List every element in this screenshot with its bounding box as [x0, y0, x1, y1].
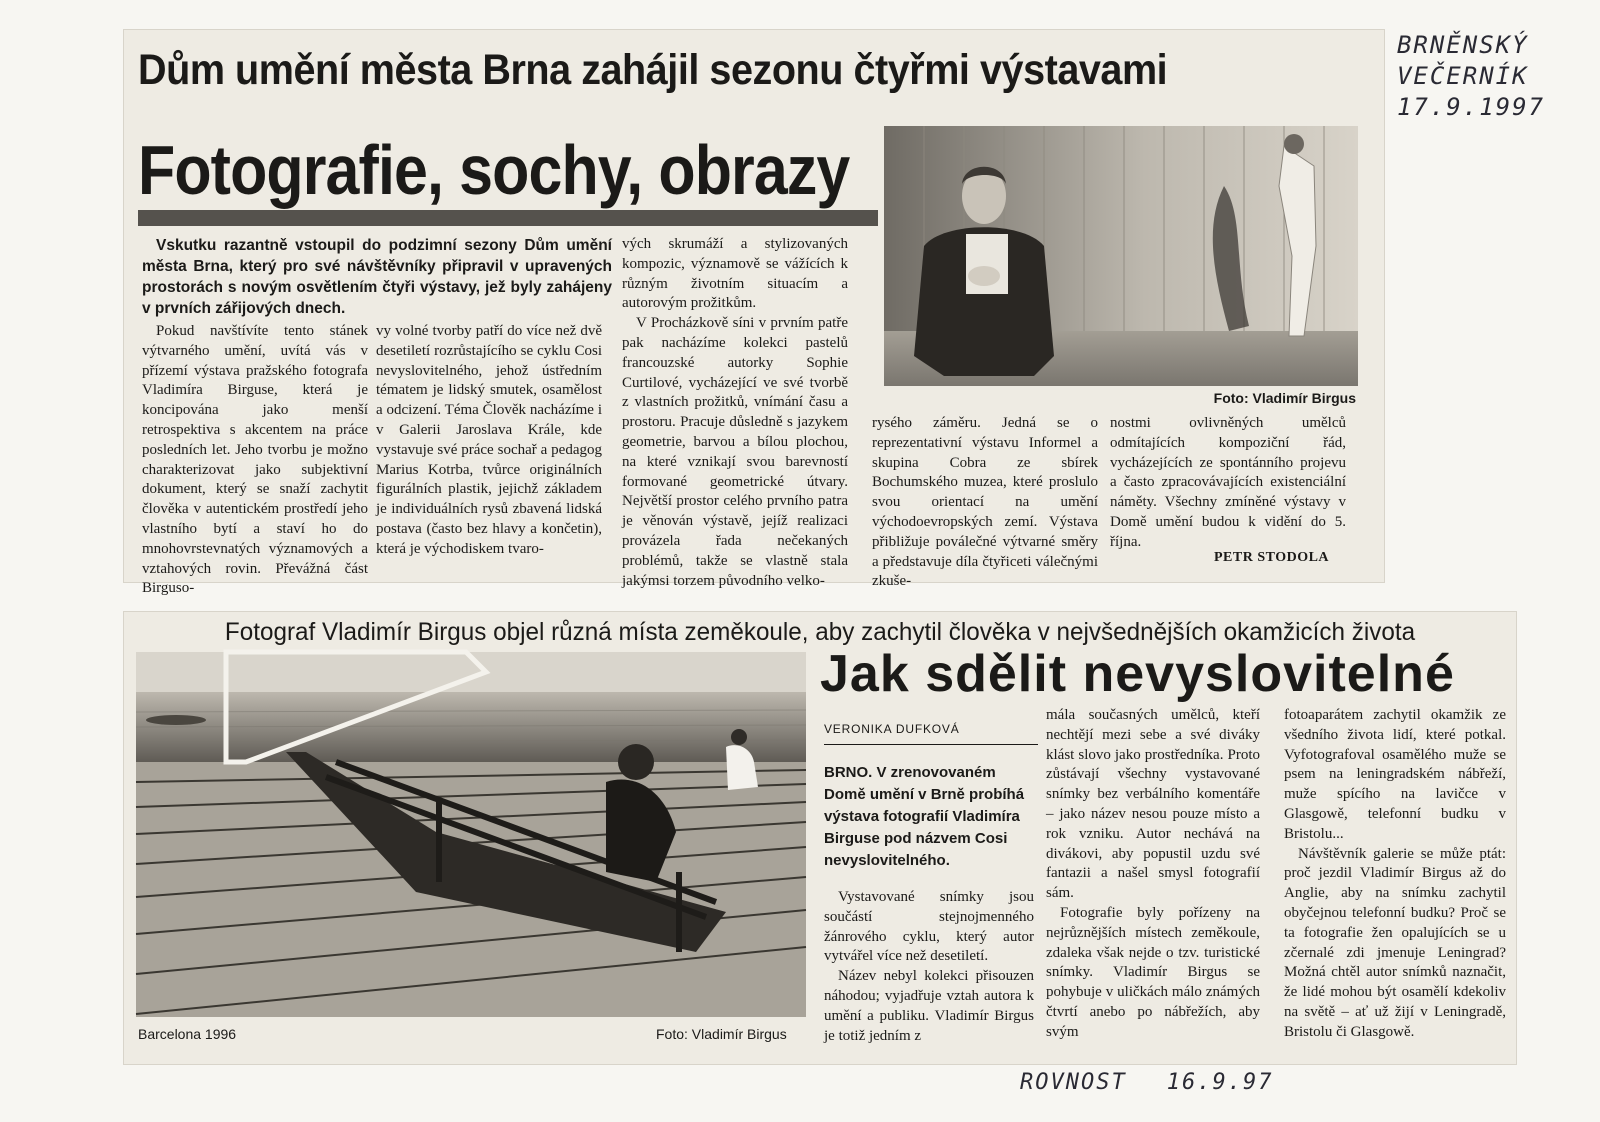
headline-rule — [138, 210, 878, 226]
paragraph: Fotografie byly pořízeny na nejrůznějších místech zeměkoule, zdaleka však nejde o tzv. turistické snímky. Vladimír Birgus se pohybuje v uličkách málo známých čtvrtí anebo po nábřežích, aby svým — [1046, 904, 1260, 1040]
handnote-line: VEČERNÍK — [1396, 62, 1529, 90]
handnote-paper: ROVNOST — [1020, 1070, 1127, 1095]
article1-author: PETR STODOLA — [1214, 550, 1330, 565]
handnote-line: 17.9.1997 — [1396, 93, 1545, 121]
article2-byline: VERONIKA DUFKOVÁ — [824, 722, 960, 736]
photo-credit: Foto: Vladimír Birgus — [656, 1026, 787, 1042]
paragraph: Vystavované snímky jsou součástí stejnojmenného žánrového cyklu, který autor vytvářel více než desetiletí. — [824, 889, 1034, 965]
article2-supertitle: Fotograf Vladimír Birgus objel různá místa zeměkoule, aby zachytil člověka v nejvšednějších okamžicích života — [224, 618, 1416, 646]
handwritten-source-note-bottom — [1020, 1070, 1313, 1095]
article1-lead: Vskutku razantně vstoupil do podzimní sezony Dům umění města Brna, který pro své návštěvníky připravil v upravených prostorách s novým osvětlením čtyři výstavy, jež byly zahájeny v prvních zářijových dnech. — [142, 237, 612, 317]
handnote-line: BRNĚNSKÝ — [1396, 31, 1529, 59]
article2-column-3 — [1284, 706, 1506, 1050]
photo-caption-place: Barcelona 1996 — [138, 1026, 237, 1042]
article1-column-2 — [376, 322, 602, 574]
paragraph: mála současných umělců, kteří nechtějí mezi sebe a své diváky klást slovo jako prostředníka. Proto zůstávají všechny vystavované snímky bez verbálního komentáře – jako název nesou pouze místo a rok vzniku. Autor nechává na divákovi, aby popustil uzdu své fantazii a našel smysl fotografií sám. — [1046, 707, 1260, 902]
paragraph: Pokud navštívíte tento stánek výtvarného umění, uvítá vás v přízemí výstava pražského fotografa Vladimíra Birguse, která je koncipována jako menší retrospektiva s akcentem na práce posledních let. Jeho tvorbu je možno charakterizovat jako subjektivní dokument, který se snaží zachytit člověka v autentickém prostředí jeho vlastního bytí a staví ho do mnohovrstevnatých významových a vztahových rovin. Převážná část Birguso- — [142, 323, 368, 597]
article1-column-4 — [872, 414, 1098, 590]
article2-lead: BRNO. V zrenovovaném Domě umění v Brně probíhá výstava fotografií Vladimíra Birguse pod názvem Cosi nevyslovitelného. — [824, 764, 1025, 869]
article1-title: Fotografie, sochy, obrazy — [138, 131, 850, 209]
paragraph: nostmi ovlivněných umělců odmítajících kompoziční řád, vycházejících ze spontánního projevu a často zpracovávajících existenciální náměty. Všechny zmíněné výstavy v Domě umění budou k vidění do 5. října. — [1110, 415, 1346, 550]
clipping-vecernik — [124, 30, 1384, 597]
article2-title: Jak sdělit nevyslovitelné — [820, 645, 1455, 703]
paragraph: Název nebyl kolekci přisouzen náhodou; vyjadřuje vztah autora k umění a publiku. Vladimír Birgus je totiž jedním z — [824, 968, 1034, 1044]
photo-barcelona-bench — [136, 652, 806, 1017]
photo-man-sitting-by-wall — [884, 126, 1358, 386]
article2-column-1 — [824, 888, 1034, 1050]
article1-supertitle: Dům umění města Brna zahájil sezonu čtyřmi výstavami — [138, 46, 1168, 94]
article1-column-1 — [142, 322, 368, 597]
article1-column-3 — [622, 235, 848, 589]
handnote-date: 16.9.97 — [1166, 1070, 1274, 1095]
paragraph: V Procházkově síni v prvním patře pak nacházíme kolekci pastelů francouzské autorky Sophie Curtilové, vycházející ve své tvorbě z vlastních prožitků, vnímání času a prostoru. Pracuje důsledně s jazykem geometrie, barvou a bílou plochou, na které vznikají svou barevností formované geometrické útvary. Největší prostor celého prvního patra je věnován výstavě, jejíž realizaci provázela řada nečekaných problémů, takže se vlastně stala jakýmsi torzem původního velko- — [622, 315, 848, 589]
paragraph: Návštěvník galerie se může ptát: proč jezdil Vladimír Birgus až do Anglie, aby na snímku zachytil obyčejnou telefonní budku? Proč se ta fotografie žen opalujících se u zčernalé zdi jmenuje Leningrad? Možná chtěl autor snímků naznačit, že lidé mohou být osamělí kdekoliv na světě – ať už žijí v Leningradě, Bristolu či Glasgowě. — [1284, 845, 1506, 1040]
byline-rule — [824, 744, 1038, 745]
article2-column-2 — [1046, 706, 1260, 1050]
paragraph: fotoaparátem zachytil okamžik ze všedního života lidí, které potkal. Vyfotografoval osamělého muže se psem na leningradském nábřeží, muže spícího na lavičce v Glasgowě, telefonní budku v Bristolu... — [1284, 707, 1506, 842]
clipping-rovnost — [124, 612, 1516, 1064]
paragraph: vy volné tvorby patří do více než dvě desetiletí rozrůstajícího se cyklu Cosi nevyslovitelného, jehož ústředním tématem je lidský smutek, osamělost a odcizení. Téma Člověk nacházíme i v Galerii Jaroslava Krále, kde vystavuje své práce sochař a pedagog Marius Kotrba, tvůrce originálních figurálních plastik, jejichž základem je individuálních rysů zbavená lidská postava (často bez hlavy a končetin), která je východiskem tvaro- — [376, 323, 602, 557]
paragraph: vých skrumáží a stylizovaných kompozic, významově se vážících k různým životním situacím a autorovým prožitkům. — [622, 236, 848, 312]
handwritten-source-note — [1397, 30, 1545, 123]
paragraph: rysého záměru. Jedná se o reprezentativní výstavu Informel a skupina Cobra ze sbírek Bochumského muzea, které proslulo svou orientací na umění východoevropských zemí. Výstava přibližuje poválečné výtvarné směry a představuje díla čtyřiceti válečnými zkuše- — [872, 415, 1098, 590]
photo-credit: Foto: Vladimír Birgus — [1213, 390, 1356, 406]
